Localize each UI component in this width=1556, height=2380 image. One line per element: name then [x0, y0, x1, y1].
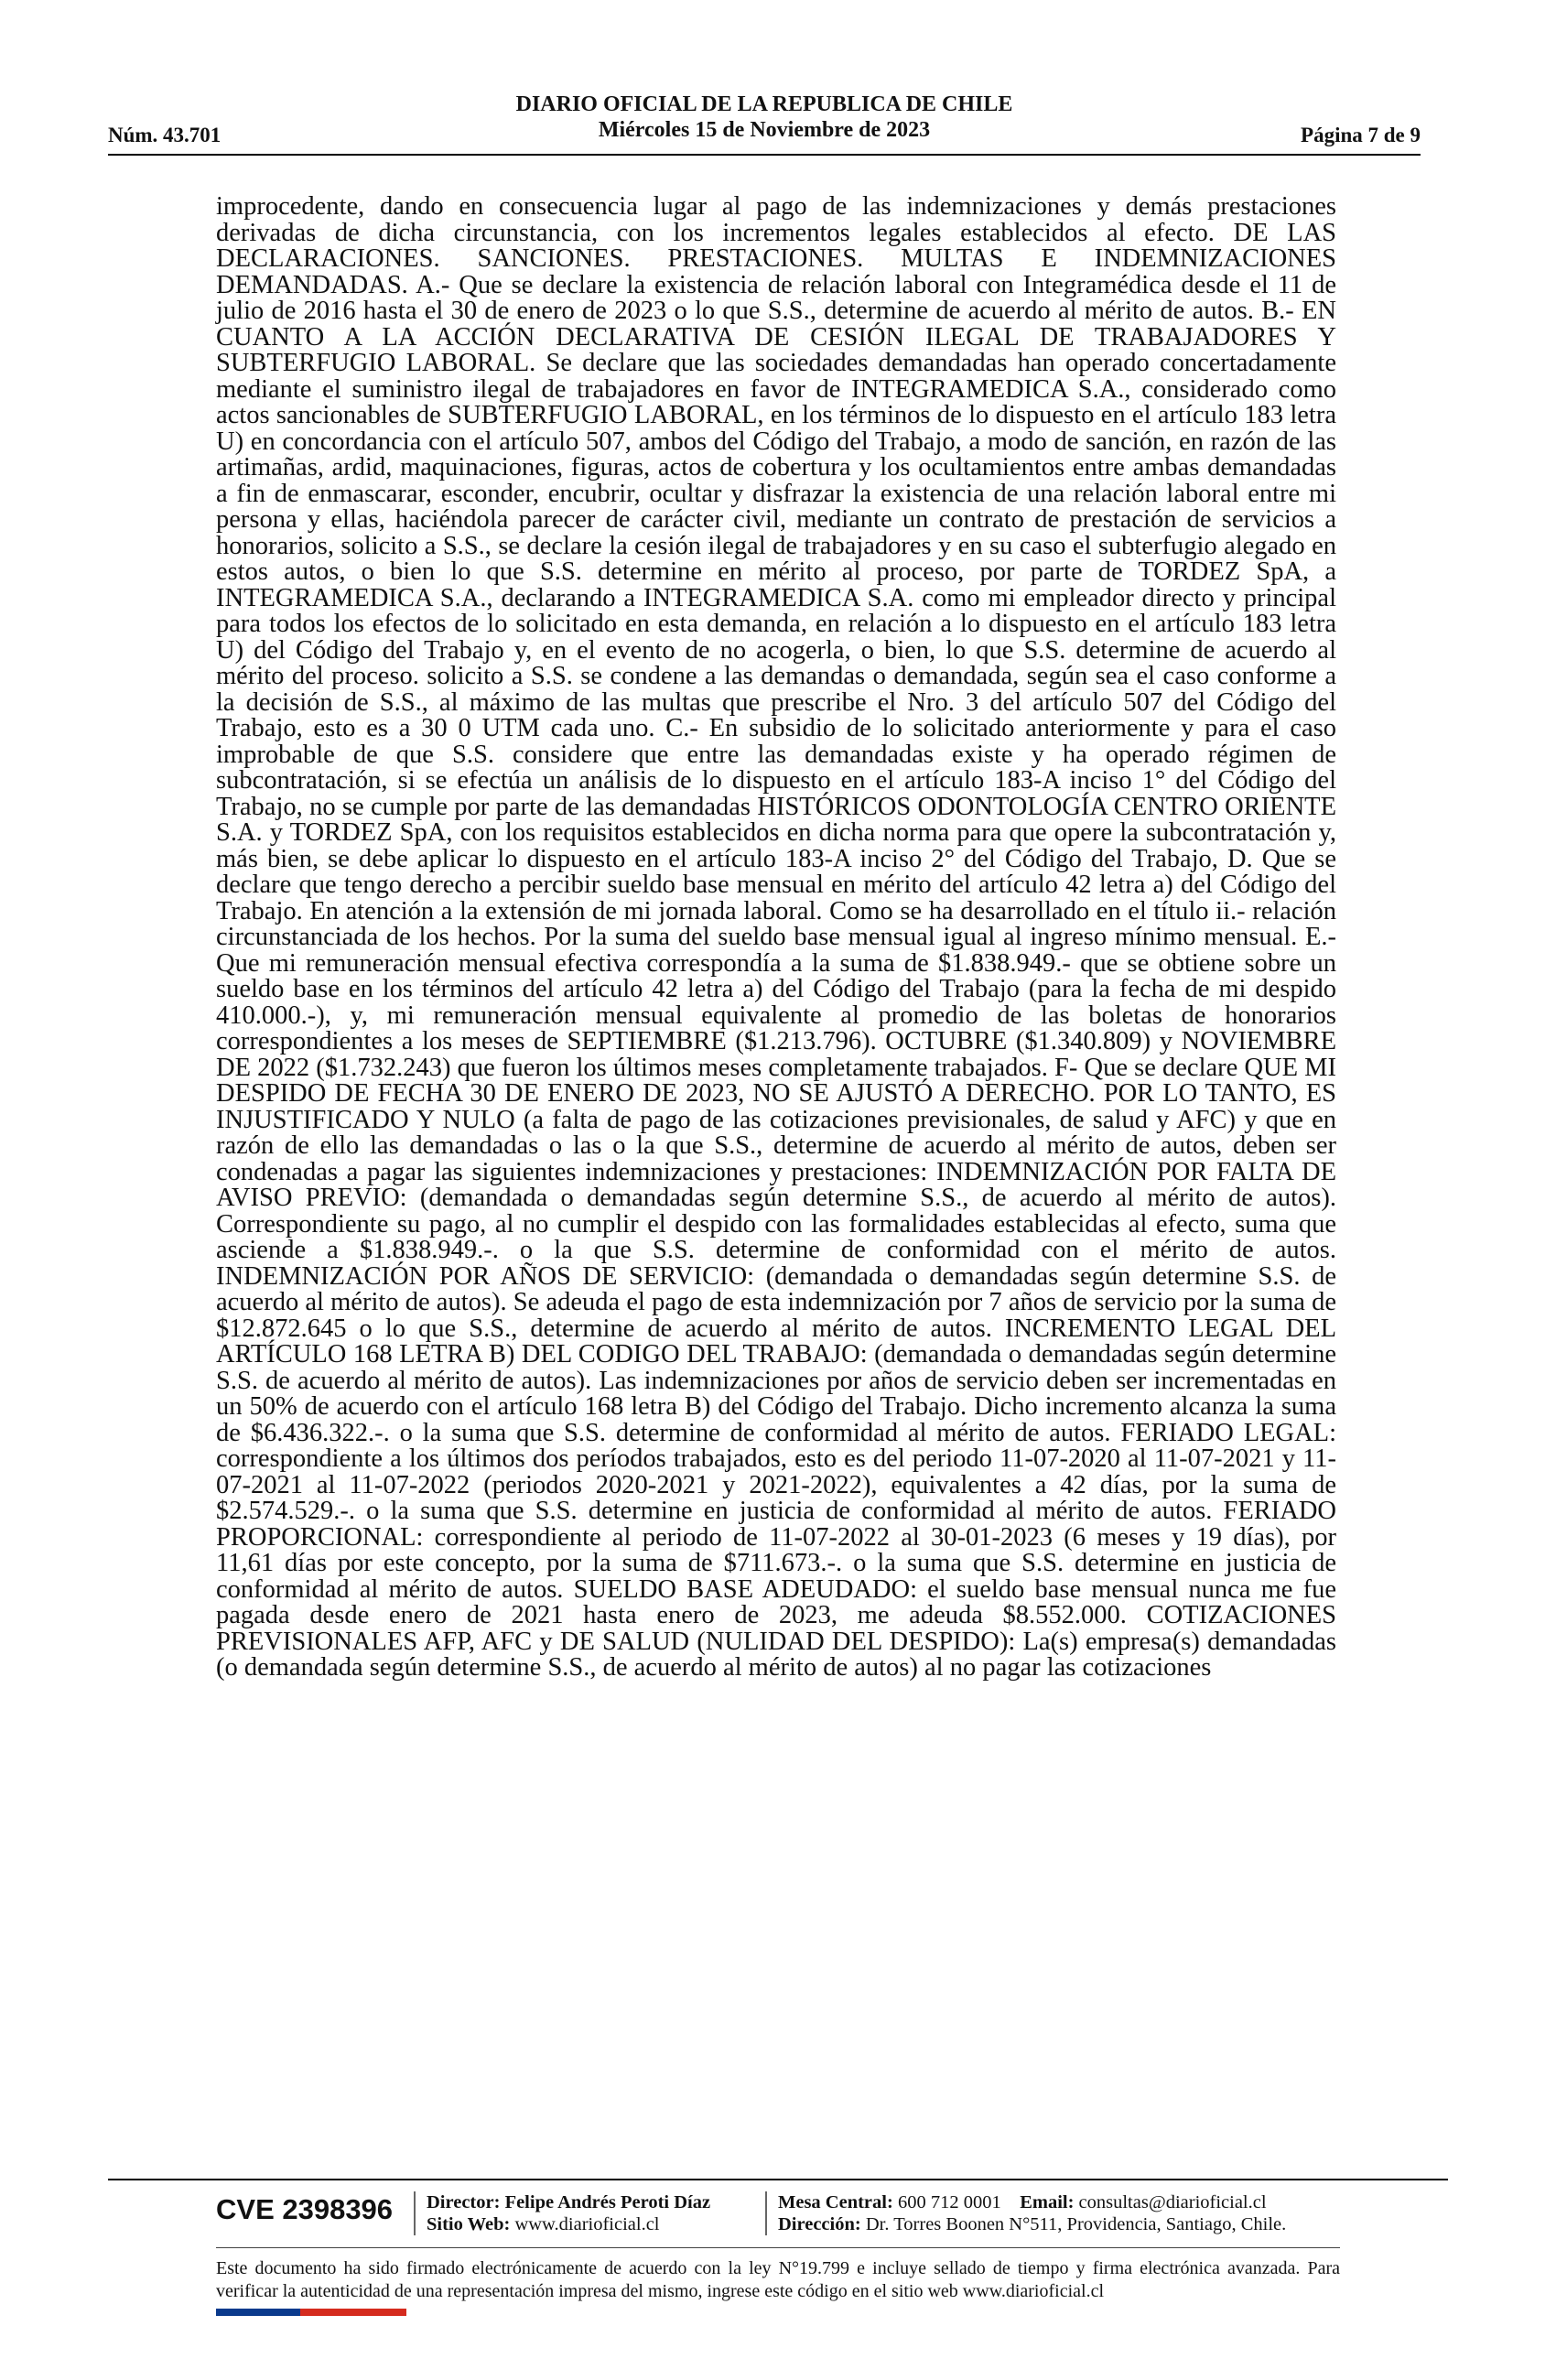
footer-contact-block — [778, 2191, 1286, 2235]
issue-date: Miércoles 15 de Noviembre de 2023 — [598, 118, 931, 142]
address-label: Dirección: — [778, 2214, 861, 2234]
cve-code: CVE 2398396 — [216, 2193, 394, 2225]
header-divider — [108, 154, 1421, 156]
footer-inner-divider — [216, 2247, 1340, 2248]
flag-red-segment — [300, 2309, 406, 2316]
site-label: Sitio Web: — [427, 2214, 511, 2234]
email-label: Email: — [1020, 2192, 1075, 2212]
site-link[interactable]: www.diarioficial.cl — [514, 2214, 660, 2234]
footer-separator — [414, 2191, 416, 2235]
footer-director-block — [427, 2191, 710, 2235]
body-paragraph: improcedente, dando en consecuencia lugar al pago de las indemnizaciones y demás prestaciones derivadas de dicha circunstancia, con los incrementos legales establecidos al efecto. DE LAS DECLARACIONES. SANCIONES. PRESTACIONES. MULTAS E INDEMNIZACIONES DEMANDADAS. A.- Que se declare la existencia de relación laboral con Integramédica desde el 11 de julio de 2016 hasta el 30 de enero de 2023 o lo que S.S., determine de acuerdo al mérito de autos. B.- EN CUANTO A LA ACCIÓN DECLARATIVA DE CESIÓN ILEGAL DE TRABAJADORES Y SUBTERFUGIO LABORAL. Se declare que las sociedades demandadas han operado concertadamente mediante el suministro ilegal de trabajadores en favor de INTEGRAMEDICA S.A., considerado como actos sancionables de SUBTERFUGIO LABORAL, en los términos de lo dispuesto en el artículo 183 letra U) en concordancia con el artículo 507, ambos del Código del Trabajo, a modo de sanción, en razón de las artimañas, ardid, maquinaciones, figuras, actos de cobertura y los ocultamientos entre ambas demandadas a fin de enmascarar, esconder, encubrir, ocultar y disfrazar la existencia de una relación laboral entre mi persona y ellas, haciéndola parecer de carácter civil, mediante un contrato de prestación de servicios a honorarios, solicito a S.S., se declare la cesión ilegal de trabajadores y en su caso el subterfugio alegado en estos autos, o bien lo que S.S. determine en mérito al proceso, por parte de TORDEZ SpA, a INTEGRAMEDICA S.A., declarando a INTEGRAMEDICA S.A. como mi empleador directo y principal para todos los efectos de lo solicitado en esta demanda, en relación a lo dispuesto en el artículo 183 letra U) del Código del Trabajo y, en el evento de no acogerla, o bien, lo que S.S. determine de acuerdo al mérito del proceso. solicito a S.S. se condene a las demandas o demandada, según sea el caso conforme a la decisión de S.S., al máximo de las multas que prescribe el Nro. 3 del artículo 507 del Código del Trabajo, esto es a 30 0 UTM cada uno. C.- En subsidio de lo solicitado anteriormente y para el caso improbable de que S.S. considere que entre las demandadas existe y ha operado régimen de subcontratación, si se efectúa un análisis de lo dispuesto en el artículo 183-A inciso 1° del Código del Trabajo, no se cumple por parte de las demandadas HISTÓRICOS ODONTOLOGÍA CENTRO ORIENTE S.A. y TORDEZ SpA, con los requisitos establecidos en dicha norma para que opere la subcontratación y, más bien, se debe aplicar lo dispuesto en el artículo 183-A inciso 2° del Código del Trabajo, D. Que se declare que tengo derecho a percibir sueldo base mensual en mérito del artículo 42 letra a) del Código del Trabajo. En atención a la extensión de mi jornada laboral. Como se ha desarrollado en el título ii.- relación circunstanciada de los hechos. Por la suma del sueldo base mensual igual al ingreso mínimo mensual. E.- Que mi remuneración mensual efectiva correspondía a la suma de $1.838.949.- que se obtiene sobre un sueldo base en los términos del artículo 42 letra a) del Código del Trabajo (para la fecha de mi despido 410.000.-), y, mi remuneración mensual equivalente al promedio de las boletas de honorarios correspondientes a los meses de SEPTIEMBRE ($1.213.796). OCTUBRE ($1.340.809) y NOVIEMBRE DE 2022 ($1.732.243) que fueron los últimos meses completamente trabajados. F- Que se declare QUE MI DESPIDO DE FECHA 30 DE ENERO DE 2023, NO SE AJUSTÓ A DERECHO. POR LO TANTO, ES INJUSTIFICADO Y NULO (a falta de pago de las cotizaciones previsionales, de salud y AFC) y que en razón de ello las demandadas o las o la que S.S., determine de acuerdo al mérito de autos, deben ser condenadas a pagar las siguientes indemnizaciones y prestaciones: INDEMNIZACIÓN POR FALTA DE AVISO PREVIO: (demandada o demandadas según determine S.S., de acuerdo al mérito de autos). Correspondiente su pago, al no cumplir el despido con las formalidades establecidas al efecto, suma que asciende a $1.838.949.-. o la que S.S. determine de conformidad con el mérito de autos. INDEMNIZACIÓN POR AÑOS DE SERVICIO: (demandada o demandadas según determine S.S. de acuerdo al mérito de autos). Se adeuda el pago de esta indemnización por 7 años de servicio por la suma de $12.872.645 o lo que S.S., determine de acuerdo al mérito de autos. INCREMENTO LEGAL DEL ARTÍCULO 168 LETRA B) DEL CODIGO DEL TRABAJO: (demandada o demandadas según determine S.S. de acuerdo al mérito de autos). Las indemnizaciones por años de servicio deben ser incrementadas en un 50% de acuerdo con el artículo 168 letra B) del Código del Trabajo. Dicho incremento alcanza la suma de $6.436.322.-. o la suma que S.S. determine de conformidad al mérito de autos. FERIADO LEGAL: correspondiente a los últimos dos períodos trabajados, esto es del periodo 11-07-2020 al 11-07-2021 y 11-07-2021 al 11-07-2022 (periodos 2020-2021 y 2021-2022), equivalentes a 42 días, por la suma de $2.574.529.-. o la suma que S.S. determine en justicia de conformidad al mérito de autos. FERIADO PROPORCIONAL: correspondiente al periodo de 11-07-2022 al 30-01-2023 (6 meses y 19 días), por 11,61 días por este concepto, por la suma de $711.673.-. o la suma que S.S. determine en justicia de conformidad al mérito de autos. SUELDO BASE ADEUDADO: el sueldo base mensual nunca me fue pagada desde enero de 2021 hasta enero de 2023, me adeuda $8.552.000. COTIZACIONES PREVISIONALES AFP, AFC y DE SALUD (NULIDAD DEL DESPIDO): La(s) empresa(s) demandadas (o demandada según determine S.S., de acuerdo al mérito de autos) al no pagar las cotizaciones — [216, 192, 1336, 1682]
header-center — [108, 92, 1421, 143]
page-header — [108, 92, 1421, 150]
email-link[interactable]: consultas@diarioficial.cl — [1078, 2192, 1267, 2212]
chile-flag-bar — [216, 2309, 406, 2316]
footer-divider — [108, 2179, 1448, 2180]
document-body — [216, 194, 1336, 1682]
phone-value: 600 712 0001 — [897, 2192, 1001, 2212]
page-indicator: Página 7 de 9 — [1301, 124, 1421, 146]
address-value: Dr. Torres Boonen N°511, Providencia, Santiago, Chile. — [865, 2214, 1287, 2234]
director-label: Director: — [427, 2192, 501, 2212]
footer-separator — [765, 2191, 767, 2235]
legal-notice: Este documento ha sido firmado electrónicamente de acuerdo con la ley N°19.799 e incluye sellado de tiempo y firma electrónica avanzada. Para verificar la autenticidad de una representación impresa del mismo, ingrese este código en el sitio web www.diarioficial.cl — [216, 2258, 1340, 2301]
gazette-title: DIARIO OFICIAL DE LA REPUBLICA DE CHILE — [515, 92, 1013, 116]
issue-number: Núm. 43.701 — [108, 124, 222, 146]
phone-label: Mesa Central: — [778, 2192, 893, 2212]
director-name: Felipe Andrés Peroti Díaz — [504, 2192, 711, 2212]
flag-blue-segment — [216, 2309, 300, 2316]
